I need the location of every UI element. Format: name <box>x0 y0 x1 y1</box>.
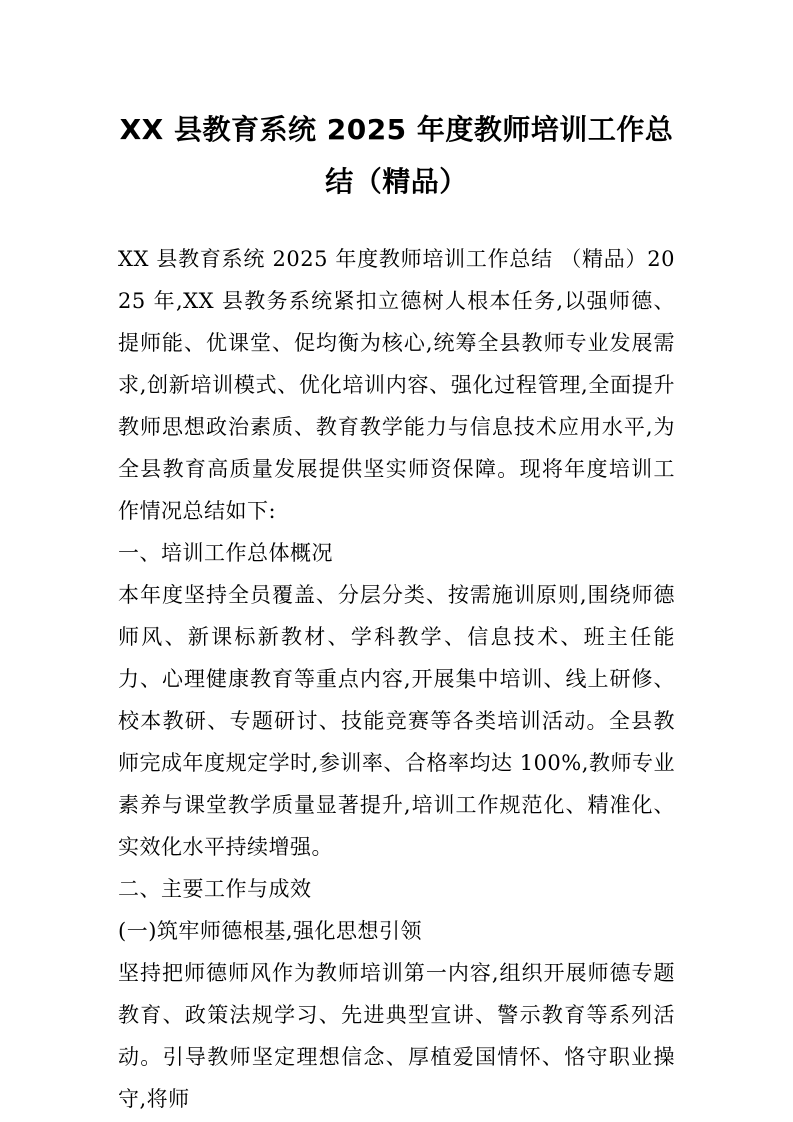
section-heading-achievements: 二、主要工作与成效 <box>118 877 312 901</box>
overview-paragraph: 本年度坚持全员覆盖、分层分类、按需施训原则,围绕师德师风、新课标新教材、学科教学、信息技术、班主任能力、心理健康教育等重点内容,开展集中培训、线上研修、校本教研、专题研讨、技能竞赛等各类培训活动。全县教师完成年度规定学时,参训率、合格率均达 100%,教师专业素养与课堂教学质量显著提升,培训工作规范化、精准化、实效化水平持续增强。 <box>118 583 675 859</box>
intro-paragraph: XX 县教育系统 2025 年度教师培训工作总结 （精品）2025 年,XX 县教务系统紧扣立德树人根本任务,以强师德、提师能、优课堂、促均衡为核心,统筹全县教师专业发展需求,创新培训模式、优化培训内容、强化过程管理,全面提升教师思想政治素质、教育教学能力与信息技术应用水平,为全县教育高质量发展提供坚实师资保障。现将年度培训工作情况总结如下: <box>118 247 675 523</box>
document-title: XX 县教育系统 2025 年度教师培训工作总结（精品） <box>119 113 674 198</box>
section-heading-overview: 一、培训工作总体概况 <box>118 541 333 565</box>
subsection-heading-teacher-ethics: (一)筑牢师德根基,强化思想引领 <box>118 919 423 943</box>
ethics-paragraph: 坚持把师德师风作为教师培训第一内容,组织开展师德专题教育、政策法规学习、先进典型宣讲、警示教育等系列活动。引导教师坚定理想信念、厚植爱国情怀、恪守职业操守,将师 <box>118 961 675 1111</box>
